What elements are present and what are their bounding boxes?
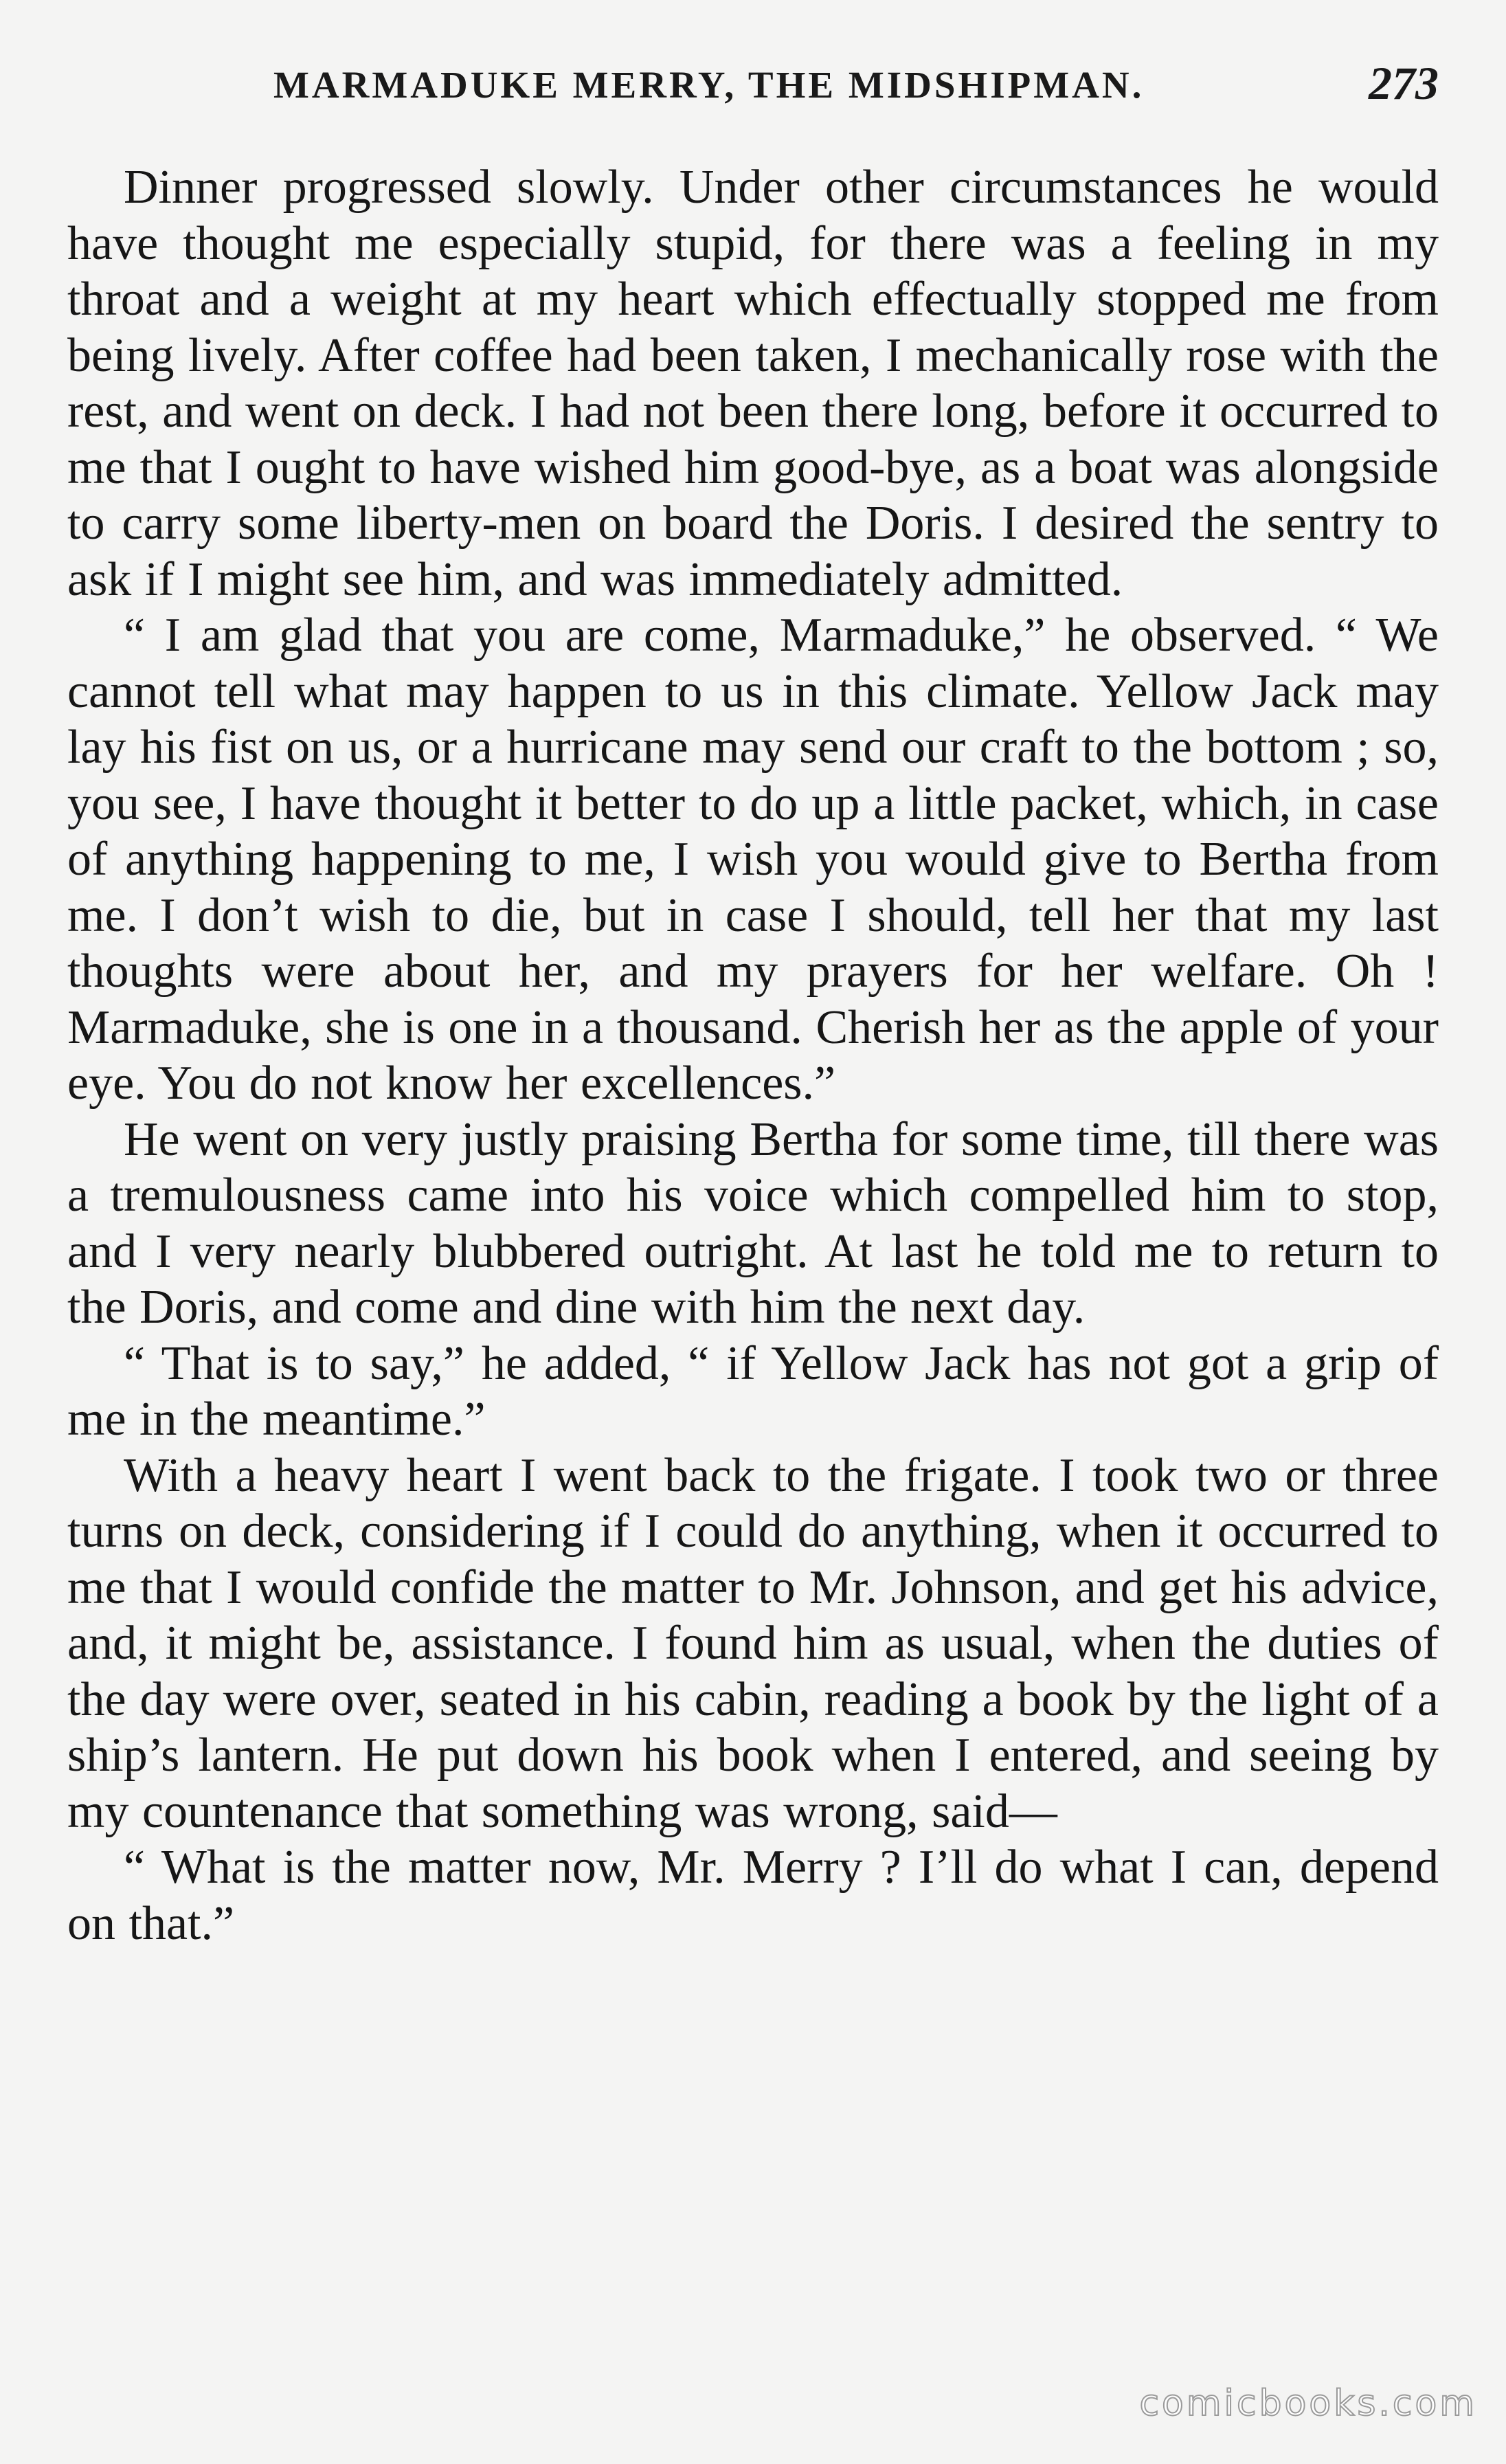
watermark: comicbooks.com [1139,2383,1477,2424]
paragraph-glad-you-came: “ I am glad that you are come, Marmaduke,” he observed. “ We cannot tell what may happen to us in this climate. Yellow Jack may lay his fist on us, or a hurricane may send our craft to the bottom ; so, you see, I have thought it better to do up a little packet, which, in case of anything happening to me, I wish you would give to Bertha from me. I don’t wish to die, but in case I should, tell her that my last thoughts were about her, and my prayers for her welfare. Oh ! Marmaduke, she is one in a thousand. Cherish her as the apple of your eye. You do not know her excellences.” [67,609,1439,1110]
paragraph-praising-bertha: He went on very justly praising Bertha for some time, till there was a tremulousness came into his voice which compelled him to stop, and I very nearly blubbered outright. At last he told me to return to the Doris, and come and dine with him the next day. [67,1112,1439,1334]
paragraph-that-is-to-say: “ That is to say,” he added, “ if Yellow Jack has not got a grip of me in the meantime.” [67,1336,1439,1446]
paragraph-dinner: Dinner progressed slowly. Under other circumstances he would have thought me especially stupid, for there was a feeling in my throat and a weight at my heart which effectually stopped me from being lively. After coffee had been taken, I mechanically rose with the rest, and went on deck. I had not been there long, before it occurred to me that I ought to have wished him good-bye, as a boat was alongside to carry some liberty-men on board the Doris. I desired the sentry to ask if I might see him, and was immediately admitted. [67,161,1439,606]
paragraph-heavy-heart: With a heavy heart I went back to the frigate. I took two or three turns on deck, considering if I could do anything, when it occurred to me that I would confide the matter to Mr. Johnson, and get his advice, and, it might be, assistance. I found him as usual, when the duties of the day were over, seated in his cabin, reading a book by the light of a ship’s lantern. He put down his book when I entered, and seeing by my countenance that something was wrong, said— [67,1448,1439,1838]
page-header [67,56,1439,125]
running-head: MARMADUKE MERRY, THE MIDSHIPMAN. [273,64,1145,106]
page-number: 273 [1369,57,1439,109]
body-text [67,159,1439,1951]
paragraph-what-is-the-matter: “ What is the matter now, Mr. Merry ? I’ll do what I can, depend on that.” [67,1841,1439,1950]
